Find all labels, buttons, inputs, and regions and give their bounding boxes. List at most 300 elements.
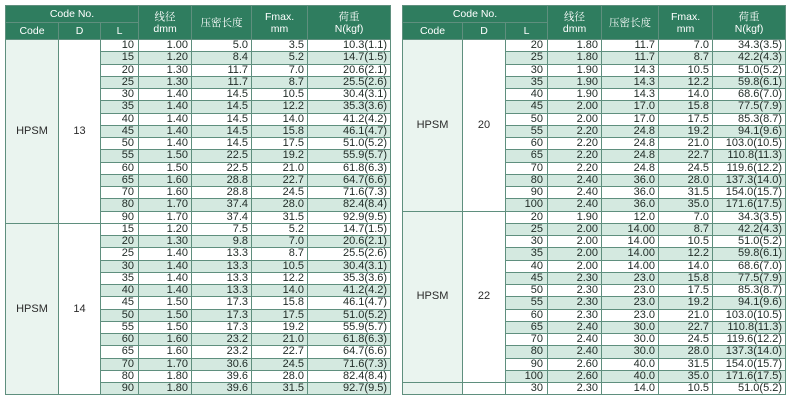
fmax-cell: 19.2 xyxy=(659,297,713,309)
fmax-cell: 17.5 xyxy=(252,138,308,150)
fmax-cell: 31.5 xyxy=(659,358,713,370)
press-cell: 14.00 xyxy=(602,248,659,260)
wire-cell: 1.90 xyxy=(548,76,602,88)
spring-spec-table-left xyxy=(5,5,391,395)
l-cell: 40 xyxy=(101,285,139,297)
wire-cell: 1.40 xyxy=(139,113,192,125)
load-cell: 137.3(14.0) xyxy=(713,174,786,186)
wire-cell: 1.70 xyxy=(139,199,192,211)
press-cell: 22.5 xyxy=(192,150,252,162)
fmax-cell: 24.5 xyxy=(659,162,713,174)
load-cell: 41.2(4.2) xyxy=(308,113,391,125)
fmax-cell: 12.2 xyxy=(252,272,308,284)
fmax-cell: 8.7 xyxy=(252,76,308,88)
l-cell: 20 xyxy=(506,40,548,52)
fmax-cell: 14.0 xyxy=(252,113,308,125)
load-cell: 51.0(5.2) xyxy=(308,309,391,321)
load-cell: 110.8(11.3) xyxy=(713,321,786,333)
wire-cell: 1.30 xyxy=(139,236,192,248)
load-cell: 34.3(3.5) xyxy=(713,40,786,52)
load-cell: 64.7(6.6) xyxy=(308,346,391,358)
l-cell: 40 xyxy=(101,113,139,125)
load-cell: 46.1(4.7) xyxy=(308,297,391,309)
l-header: L xyxy=(506,23,548,40)
fmax-cell: 28.0 xyxy=(252,370,308,382)
fmax-cell: 22.7 xyxy=(252,174,308,186)
l-cell: 70 xyxy=(506,334,548,346)
load-cell: 51.0(5.2) xyxy=(308,138,391,150)
fmax-cell: 12.2 xyxy=(659,76,713,88)
press-cell: 13.3 xyxy=(192,260,252,272)
press-cell: 37.4 xyxy=(192,199,252,211)
press-cell: 24.8 xyxy=(602,162,659,174)
load-cell: 42.2(4.3) xyxy=(713,52,786,64)
l-cell: 35 xyxy=(506,76,548,88)
wire-cell: 1.90 xyxy=(548,64,602,76)
wire-cell: 1.40 xyxy=(139,125,192,137)
press-cell: 14.3 xyxy=(602,64,659,76)
l-cell: 30 xyxy=(101,260,139,272)
load-cell: 55.9(5.7) xyxy=(308,321,391,333)
press-cell: 14.5 xyxy=(192,113,252,125)
fmax-cell: 5.2 xyxy=(252,52,308,64)
l-cell: 45 xyxy=(101,125,139,137)
wire-cell: 2.40 xyxy=(548,174,602,186)
table-row xyxy=(6,40,391,52)
table-row xyxy=(403,40,786,52)
fmax-cell: 22.7 xyxy=(659,150,713,162)
l-cell: 20 xyxy=(101,236,139,248)
load-cell: 103.0(10.5) xyxy=(713,138,786,150)
l-cell: 65 xyxy=(101,174,139,186)
fmax-header: Fmax. mm xyxy=(252,6,308,40)
wire-cell: 2.00 xyxy=(548,260,602,272)
press-cell: 40.0 xyxy=(602,358,659,370)
fmax-cell: 21.0 xyxy=(252,334,308,346)
d-header: D xyxy=(59,23,101,40)
l-cell: 35 xyxy=(101,272,139,284)
l-cell: 45 xyxy=(101,297,139,309)
load-cell: 30.4(3.1) xyxy=(308,260,391,272)
l-cell: 20 xyxy=(101,64,139,76)
fmax-cell: 7.0 xyxy=(252,236,308,248)
press-cell: 14.5 xyxy=(192,89,252,101)
wire-cell: 2.20 xyxy=(548,138,602,150)
l-cell: 55 xyxy=(101,321,139,333)
fmax-cell: 12.2 xyxy=(252,101,308,113)
fmax-cell: 10.5 xyxy=(659,383,713,395)
fmax-cell: 17.5 xyxy=(659,113,713,125)
load-header: 荷重 N(kgf) xyxy=(308,6,391,40)
fmax-cell: 31.5 xyxy=(659,187,713,199)
fmax-cell: 14.0 xyxy=(252,285,308,297)
load-cell: 119.6(12.2) xyxy=(713,162,786,174)
press-cell: 17.3 xyxy=(192,321,252,333)
l-cell: 25 xyxy=(506,223,548,235)
fmax-cell: 35.0 xyxy=(659,199,713,211)
press-cell: 36.0 xyxy=(602,187,659,199)
l-cell: 40 xyxy=(506,89,548,101)
code-no-header: Code No. xyxy=(403,6,548,23)
load-cell: 42.2(4.3) xyxy=(713,223,786,235)
pressed-length-header: 压密长度 xyxy=(192,6,252,40)
l-cell: 50 xyxy=(101,138,139,150)
l-cell: 55 xyxy=(506,297,548,309)
fmax-cell: 8.7 xyxy=(659,223,713,235)
fmax-cell: 21.0 xyxy=(252,162,308,174)
wire-cell: 2.40 xyxy=(548,321,602,333)
wire-cell: 2.60 xyxy=(548,370,602,382)
wire-cell: 2.30 xyxy=(548,285,602,297)
load-cell: 154.0(15.7) xyxy=(713,358,786,370)
fmax-cell: 7.0 xyxy=(659,40,713,52)
d-header: D xyxy=(463,23,506,40)
load-cell: 92.9(9.5) xyxy=(308,211,391,223)
press-cell: 23.0 xyxy=(602,272,659,284)
code-header: Code xyxy=(403,23,463,40)
load-cell: 61.8(6.3) xyxy=(308,162,391,174)
press-cell: 13.3 xyxy=(192,272,252,284)
fmax-cell: 28.0 xyxy=(659,346,713,358)
press-cell: 17.0 xyxy=(602,101,659,113)
l-cell: 100 xyxy=(506,370,548,382)
press-cell: 11.7 xyxy=(602,52,659,64)
fmax-cell: 15.8 xyxy=(659,101,713,113)
fmax-cell: 15.8 xyxy=(252,297,308,309)
press-cell: 8.4 xyxy=(192,52,252,64)
wire-cell: 2.00 xyxy=(548,223,602,235)
wire-cell: 1.60 xyxy=(139,346,192,358)
load-cell: 51.0(5.2) xyxy=(713,64,786,76)
l-cell: 70 xyxy=(506,162,548,174)
load-cell: 14.7(1.5) xyxy=(308,52,391,64)
press-cell: 11.7 xyxy=(602,40,659,52)
load-cell: 30.4(3.1) xyxy=(308,89,391,101)
wire-cell: 1.90 xyxy=(548,89,602,101)
l-cell: 55 xyxy=(101,150,139,162)
fmax-cell: 22.7 xyxy=(252,346,308,358)
l-cell: 60 xyxy=(101,162,139,174)
load-cell: 110.8(11.3) xyxy=(713,150,786,162)
d-cell: 22 xyxy=(463,211,506,383)
fmax-cell: 24.5 xyxy=(659,334,713,346)
press-cell: 24.8 xyxy=(602,138,659,150)
load-header: 荷重 N(kgf) xyxy=(713,6,786,40)
fmax-cell: 10.5 xyxy=(252,260,308,272)
press-cell: 23.0 xyxy=(602,297,659,309)
load-cell: 71.6(7.3) xyxy=(308,358,391,370)
table-row xyxy=(403,211,786,223)
wire-cell: 2.00 xyxy=(548,236,602,248)
load-cell: 64.7(6.6) xyxy=(308,174,391,186)
wire-cell: 1.40 xyxy=(139,248,192,260)
wire-cell: 1.30 xyxy=(139,76,192,88)
fmax-cell: 31.5 xyxy=(252,211,308,223)
fmax-cell: 31.5 xyxy=(252,383,308,395)
press-cell: 23.2 xyxy=(192,334,252,346)
load-cell: 35.3(3.6) xyxy=(308,272,391,284)
load-cell: 154.0(15.7) xyxy=(713,187,786,199)
fmax-cell: 24.5 xyxy=(252,358,308,370)
l-cell: 20 xyxy=(506,211,548,223)
load-cell: 171.6(17.5) xyxy=(713,199,786,211)
wire-cell: 1.40 xyxy=(139,272,192,284)
load-cell: 82.4(8.4) xyxy=(308,199,391,211)
l-cell: 50 xyxy=(101,309,139,321)
load-cell: 85.3(8.7) xyxy=(713,285,786,297)
press-cell: 23.0 xyxy=(602,309,659,321)
wire-cell: 1.80 xyxy=(139,383,192,395)
l-cell: 30 xyxy=(101,89,139,101)
l-cell: 30 xyxy=(506,383,548,395)
load-cell: 77.5(7.9) xyxy=(713,272,786,284)
load-cell: 41.2(4.2) xyxy=(308,285,391,297)
wire-cell: 1.40 xyxy=(139,260,192,272)
code-cell: HPSM xyxy=(403,40,463,212)
l-cell: 35 xyxy=(101,101,139,113)
wire-cell: 2.60 xyxy=(548,358,602,370)
fmax-cell: 28.0 xyxy=(252,199,308,211)
load-cell: 82.4(8.4) xyxy=(308,370,391,382)
l-cell: 25 xyxy=(101,76,139,88)
wire-cell: 1.50 xyxy=(139,321,192,333)
table-body-right xyxy=(403,40,786,395)
wire-cell: 1.60 xyxy=(139,187,192,199)
fmax-cell: 21.0 xyxy=(659,138,713,150)
fmax-cell: 10.5 xyxy=(252,89,308,101)
press-cell: 13.3 xyxy=(192,285,252,297)
fmax-cell: 22.7 xyxy=(659,321,713,333)
wire-diameter-header: 线径 dmm xyxy=(139,6,192,40)
wire-cell: 1.50 xyxy=(139,162,192,174)
l-cell: 60 xyxy=(506,309,548,321)
wire-cell: 1.80 xyxy=(139,370,192,382)
press-cell: 14.00 xyxy=(602,236,659,248)
fmax-cell: 7.0 xyxy=(659,211,713,223)
load-cell: 25.5(2.6) xyxy=(308,76,391,88)
wire-cell: 1.70 xyxy=(139,358,192,370)
press-cell: 22.5 xyxy=(192,162,252,174)
l-cell: 30 xyxy=(506,236,548,248)
wire-cell: 1.30 xyxy=(139,64,192,76)
load-cell: 34.3(3.5) xyxy=(713,211,786,223)
wire-cell: 2.30 xyxy=(548,272,602,284)
l-cell: 80 xyxy=(506,174,548,186)
l-cell: 90 xyxy=(506,187,548,199)
wire-cell: 1.40 xyxy=(139,285,192,297)
press-cell: 28.8 xyxy=(192,187,252,199)
fmax-cell: 5.2 xyxy=(252,223,308,235)
wire-diameter-header: 线径 dmm xyxy=(548,6,602,40)
press-cell: 14.00 xyxy=(602,223,659,235)
fmax-cell: 12.2 xyxy=(659,248,713,260)
press-cell: 24.8 xyxy=(602,125,659,137)
press-cell: 30.6 xyxy=(192,358,252,370)
load-cell: 51.0(5.2) xyxy=(713,383,786,395)
fmax-cell: 8.7 xyxy=(659,52,713,64)
load-cell: 103.0(10.5) xyxy=(713,309,786,321)
wire-cell: 2.40 xyxy=(548,334,602,346)
fmax-cell: 35.0 xyxy=(659,370,713,382)
press-cell: 17.3 xyxy=(192,297,252,309)
load-cell: 20.6(2.1) xyxy=(308,236,391,248)
wire-cell: 2.00 xyxy=(548,101,602,113)
l-cell: 70 xyxy=(101,358,139,370)
d-cell: 14 xyxy=(59,223,101,395)
wire-cell: 2.30 xyxy=(548,297,602,309)
load-cell: 25.5(2.6) xyxy=(308,248,391,260)
load-cell: 59.8(6.1) xyxy=(713,248,786,260)
press-cell: 7.5 xyxy=(192,223,252,235)
fmax-cell: 28.0 xyxy=(659,174,713,186)
press-cell: 23.2 xyxy=(192,346,252,358)
press-cell: 17.3 xyxy=(192,309,252,321)
wire-cell: 2.30 xyxy=(548,383,602,395)
press-cell: 14.3 xyxy=(602,76,659,88)
table-body-left xyxy=(6,40,391,395)
press-cell: 9.8 xyxy=(192,236,252,248)
l-cell: 45 xyxy=(506,272,548,284)
fmax-cell: 19.2 xyxy=(252,150,308,162)
wire-cell: 1.50 xyxy=(139,150,192,162)
load-cell: 119.6(12.2) xyxy=(713,334,786,346)
press-cell: 28.8 xyxy=(192,174,252,186)
press-cell: 23.0 xyxy=(602,285,659,297)
load-cell: 61.8(6.3) xyxy=(308,334,391,346)
l-cell: 70 xyxy=(101,187,139,199)
fmax-cell: 3.5 xyxy=(252,40,308,52)
l-cell: 90 xyxy=(101,211,139,223)
wire-cell: 1.20 xyxy=(139,52,192,64)
fmax-cell: 19.2 xyxy=(659,125,713,137)
l-cell: 80 xyxy=(506,346,548,358)
wire-cell: 2.20 xyxy=(548,162,602,174)
load-cell: 137.3(14.0) xyxy=(713,346,786,358)
press-cell: 5.0 xyxy=(192,40,252,52)
l-cell: 10 xyxy=(101,40,139,52)
load-cell: 10.3(1.1) xyxy=(308,40,391,52)
l-cell: 60 xyxy=(101,334,139,346)
wire-cell: 2.30 xyxy=(548,309,602,321)
code-cell xyxy=(403,383,463,395)
d-cell: 20 xyxy=(463,40,506,212)
load-cell: 68.6(7.0) xyxy=(713,260,786,272)
d-cell: 13 xyxy=(59,40,101,224)
l-cell: 65 xyxy=(506,150,548,162)
wire-cell: 1.80 xyxy=(548,40,602,52)
load-cell: 35.3(3.6) xyxy=(308,101,391,113)
fmax-cell: 10.5 xyxy=(659,64,713,76)
l-cell: 55 xyxy=(506,125,548,137)
wire-cell: 2.20 xyxy=(548,150,602,162)
press-cell: 36.0 xyxy=(602,174,659,186)
wire-cell: 2.00 xyxy=(548,248,602,260)
wire-cell: 1.00 xyxy=(139,40,192,52)
wire-cell: 1.60 xyxy=(139,174,192,186)
fmax-header: Fmax. mm xyxy=(659,6,713,40)
press-cell: 39.6 xyxy=(192,383,252,395)
fmax-cell: 17.5 xyxy=(252,309,308,321)
press-cell: 14.3 xyxy=(602,89,659,101)
wire-cell: 2.00 xyxy=(548,113,602,125)
l-cell: 15 xyxy=(101,52,139,64)
l-cell: 50 xyxy=(506,113,548,125)
table-row xyxy=(6,223,391,235)
load-cell: 94.1(9.6) xyxy=(713,125,786,137)
press-cell: 14.5 xyxy=(192,138,252,150)
table-row xyxy=(403,383,786,395)
wire-cell: 1.80 xyxy=(548,52,602,64)
fmax-cell: 7.0 xyxy=(252,64,308,76)
press-cell: 14.5 xyxy=(192,125,252,137)
fmax-cell: 15.8 xyxy=(252,125,308,137)
press-cell: 39.6 xyxy=(192,370,252,382)
wire-cell: 1.90 xyxy=(548,211,602,223)
l-cell: 65 xyxy=(506,321,548,333)
wire-cell: 1.40 xyxy=(139,101,192,113)
l-cell: 60 xyxy=(506,138,548,150)
press-cell: 13.3 xyxy=(192,248,252,260)
press-cell: 24.8 xyxy=(602,150,659,162)
press-cell: 11.7 xyxy=(192,64,252,76)
fmax-cell: 14.0 xyxy=(659,260,713,272)
fmax-cell: 14.0 xyxy=(659,89,713,101)
load-cell: 92.7(9.5) xyxy=(308,383,391,395)
press-cell: 14.5 xyxy=(192,101,252,113)
spring-spec-table-right xyxy=(402,5,786,395)
l-cell: 90 xyxy=(101,383,139,395)
fmax-cell: 24.5 xyxy=(252,187,308,199)
press-cell: 11.7 xyxy=(192,76,252,88)
code-cell: HPSM xyxy=(6,223,59,395)
load-cell: 94.1(9.6) xyxy=(713,297,786,309)
load-cell: 14.7(1.5) xyxy=(308,223,391,235)
code-header: Code xyxy=(6,23,59,40)
load-cell: 85.3(8.7) xyxy=(713,113,786,125)
wire-cell: 2.40 xyxy=(548,187,602,199)
press-cell: 37.4 xyxy=(192,211,252,223)
l-cell: 80 xyxy=(101,199,139,211)
d-cell xyxy=(463,383,506,395)
code-cell: HPSM xyxy=(403,211,463,383)
fmax-cell: 19.2 xyxy=(252,321,308,333)
l-cell: 80 xyxy=(101,370,139,382)
load-cell: 59.8(6.1) xyxy=(713,76,786,88)
wire-cell: 2.20 xyxy=(548,125,602,137)
load-cell: 171.6(17.5) xyxy=(713,370,786,382)
load-cell: 55.9(5.7) xyxy=(308,150,391,162)
l-cell: 30 xyxy=(506,64,548,76)
fmax-cell: 15.8 xyxy=(659,272,713,284)
l-cell: 35 xyxy=(506,248,548,260)
fmax-cell: 10.5 xyxy=(659,236,713,248)
l-cell: 15 xyxy=(101,223,139,235)
l-cell: 25 xyxy=(101,248,139,260)
load-cell: 46.1(4.7) xyxy=(308,125,391,137)
l-cell: 25 xyxy=(506,52,548,64)
load-cell: 71.6(7.3) xyxy=(308,187,391,199)
press-cell: 30.0 xyxy=(602,334,659,346)
wire-cell: 1.40 xyxy=(139,89,192,101)
wire-cell: 2.40 xyxy=(548,199,602,211)
code-cell: HPSM xyxy=(6,40,59,224)
press-cell: 12.0 xyxy=(602,211,659,223)
l-cell: 100 xyxy=(506,199,548,211)
wire-cell: 1.70 xyxy=(139,211,192,223)
press-cell: 14.0 xyxy=(602,383,659,395)
wire-cell: 1.50 xyxy=(139,309,192,321)
press-cell: 36.0 xyxy=(602,199,659,211)
